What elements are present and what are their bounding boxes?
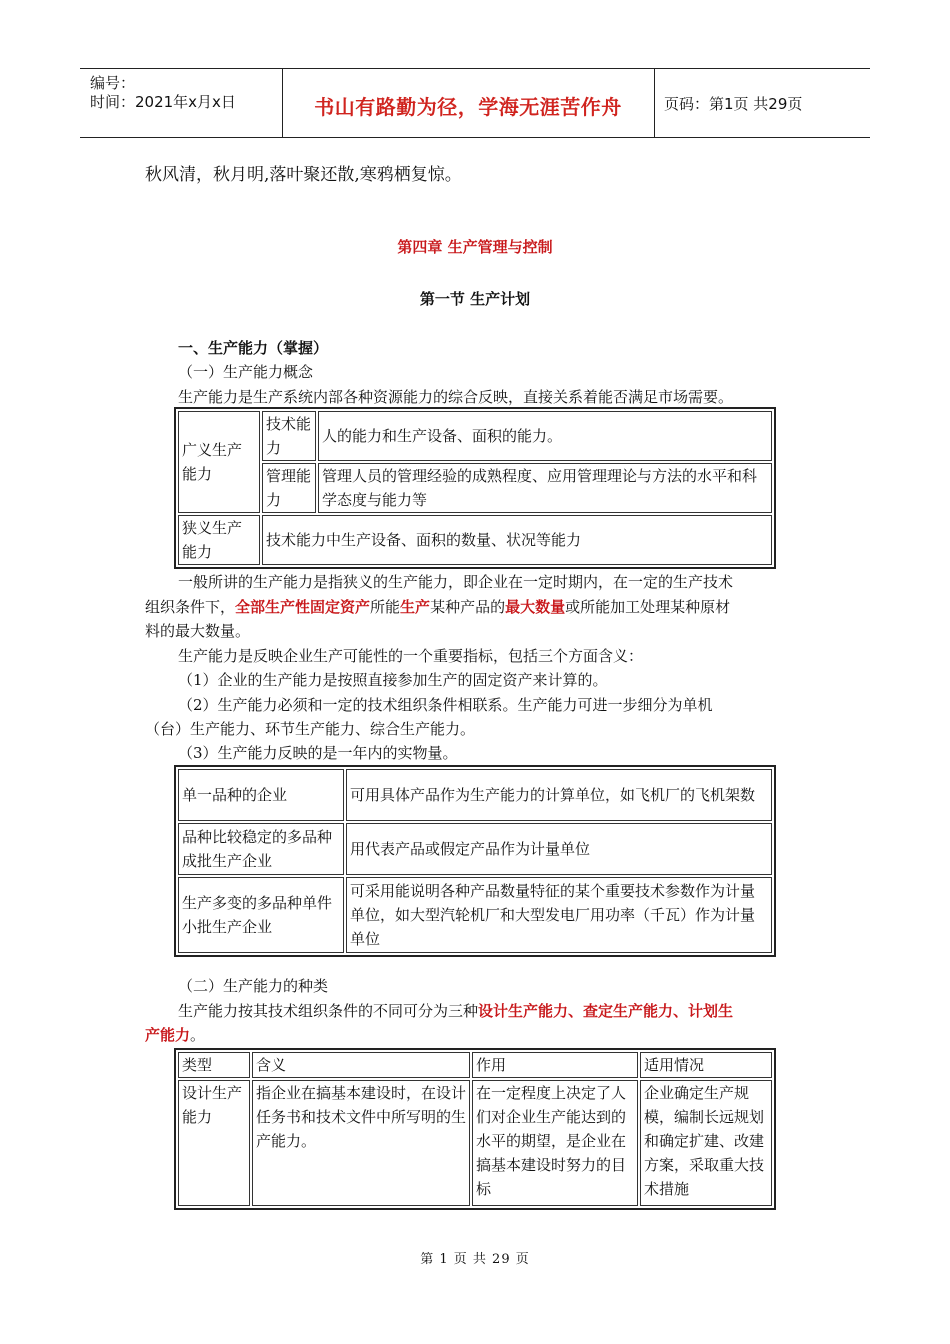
cell-type: 生产多变的多品种单件小批生产企业 bbox=[178, 877, 344, 953]
header-page-info: 页码：第1页 共29页 bbox=[664, 95, 803, 113]
cell-mgmt-label: 管理能力 bbox=[262, 463, 316, 513]
header-cell: 类型 bbox=[178, 1052, 250, 1078]
cell-desc: 可采用能说明各种产品数量特征的某个重要技术参数作为计量单位，如大型汽轮机厂和大型发电厂用功率（千瓦）作为计量单位 bbox=[346, 877, 772, 953]
table-capacity-scope bbox=[174, 407, 776, 569]
header-time: 时间：2021年x月x日 bbox=[90, 93, 236, 111]
header-cell: 适用情况 bbox=[640, 1052, 772, 1078]
cell-role: 在一定程度上决定了人们对企业生产能达到的水平的期望，是企业在搞基本建设时努力的目标 bbox=[472, 1080, 638, 1206]
poem: 秋风清，秋月明,落叶聚还散,寒鸦栖复惊。 bbox=[145, 165, 462, 185]
cell-meaning: 指企业在搞基本建设时，在设计任务书和技术文件中所写明的生产能力。 bbox=[252, 1080, 470, 1206]
highlight-text: 最大数量 bbox=[505, 598, 566, 616]
header-cell: 含义 bbox=[252, 1052, 470, 1078]
text-span: 。 bbox=[190, 1026, 206, 1044]
highlight-text: 生产 bbox=[400, 598, 431, 616]
cell-desc: 可用具体产品作为生产能力的计算单位，如飞机厂的飞机架数 bbox=[346, 769, 772, 821]
point-2-cont: （台）生产能力、环节生产能力、综合生产能力。 bbox=[145, 720, 476, 738]
table-capacity-types bbox=[174, 1048, 776, 1210]
cell-type: 设计生产能力 bbox=[178, 1080, 250, 1206]
section-title: 第一节 生产计划 bbox=[419, 290, 531, 308]
header-cell: 作用 bbox=[472, 1052, 638, 1078]
page-footer: 第 1 页 共 29 页 bbox=[420, 1252, 530, 1267]
table-units bbox=[174, 765, 776, 957]
paragraph-types-2 bbox=[145, 1024, 205, 1045]
point-1: （1）企业的生产能力是按照直接参加生产的固定资产来计算的。 bbox=[178, 671, 608, 689]
text-span: 组织条件下， bbox=[145, 598, 236, 616]
cell-broad-label: 广义生产能力 bbox=[178, 411, 260, 513]
header-motto: 书山有路勤为径，学海无涯苦作舟 bbox=[314, 95, 622, 119]
point-3: （3）生产能力反映的是一年内的实物量。 bbox=[178, 744, 458, 762]
paragraph-narrow-1: 一般所讲的生产能力是指狭义的生产能力，即企业在一定时期内，在一定的生产技术 bbox=[178, 573, 734, 591]
text-span: 生产能力按其技术组织条件的不同可分为三种 bbox=[178, 1002, 479, 1020]
header-id: 编号： bbox=[90, 74, 136, 92]
point-2: （2）生产能力必须和一定的技术组织条件相联系。生产能力可进一步细分为单机 bbox=[178, 696, 713, 714]
paragraph-indicator: 生产能力是反映企业生产可能性的一个重要指标，包括三个方面含义： bbox=[178, 647, 644, 665]
text-span: 某种产品的 bbox=[430, 598, 506, 616]
cell-desc: 用代表产品或假定产品作为计量单位 bbox=[346, 823, 772, 875]
cell-narrow-desc: 技术能力中生产设备、面积的数量、状况等能力 bbox=[262, 515, 772, 565]
highlight-text: 全部生产性固定资产 bbox=[235, 598, 371, 616]
highlight-text: 设计生产能力、查定生产能力、计划生 bbox=[478, 1002, 734, 1020]
text-span: 所能 bbox=[370, 598, 401, 616]
page-header bbox=[80, 68, 870, 138]
cell-tech-label: 技术能力 bbox=[262, 411, 316, 461]
text-span: 或所能加工处理某种原材 bbox=[565, 598, 731, 616]
cell-mgmt-desc: 管理人员的管理经验的成熟程度、应用管理理论与方法的水平和科学态度与能力等 bbox=[318, 463, 772, 513]
subheading-concept: （一）生产能力概念 bbox=[178, 363, 314, 381]
paragraph-narrow-3: 料的最大数量。 bbox=[145, 622, 251, 640]
paragraph-types-1 bbox=[178, 1000, 733, 1021]
cell-tech-desc: 人的能力和生产设备、面积的能力。 bbox=[318, 411, 772, 461]
cell-narrow-label: 狭义生产能力 bbox=[178, 515, 260, 565]
paragraph-narrow-2 bbox=[145, 596, 730, 617]
cell-usage: 企业确定生产规模，编制长远规划和确定扩建、改建方案，采取重大技术措施 bbox=[640, 1080, 772, 1206]
cell-type: 单一品种的企业 bbox=[178, 769, 344, 821]
chapter-title: 第四章 生产管理与控制 bbox=[397, 238, 553, 256]
highlight-text: 产能力 bbox=[145, 1026, 191, 1044]
heading-capacity: 一、生产能力（掌握） bbox=[178, 339, 329, 357]
cell-type: 品种比较稳定的多品种成批生产企业 bbox=[178, 823, 344, 875]
paragraph-definition: 生产能力是生产系统内部各种资源能力的综合反映，直接关系着能否满足市场需要。 bbox=[178, 388, 734, 406]
subheading-types: （二）生产能力的种类 bbox=[178, 977, 329, 995]
header-divider bbox=[654, 69, 655, 137]
